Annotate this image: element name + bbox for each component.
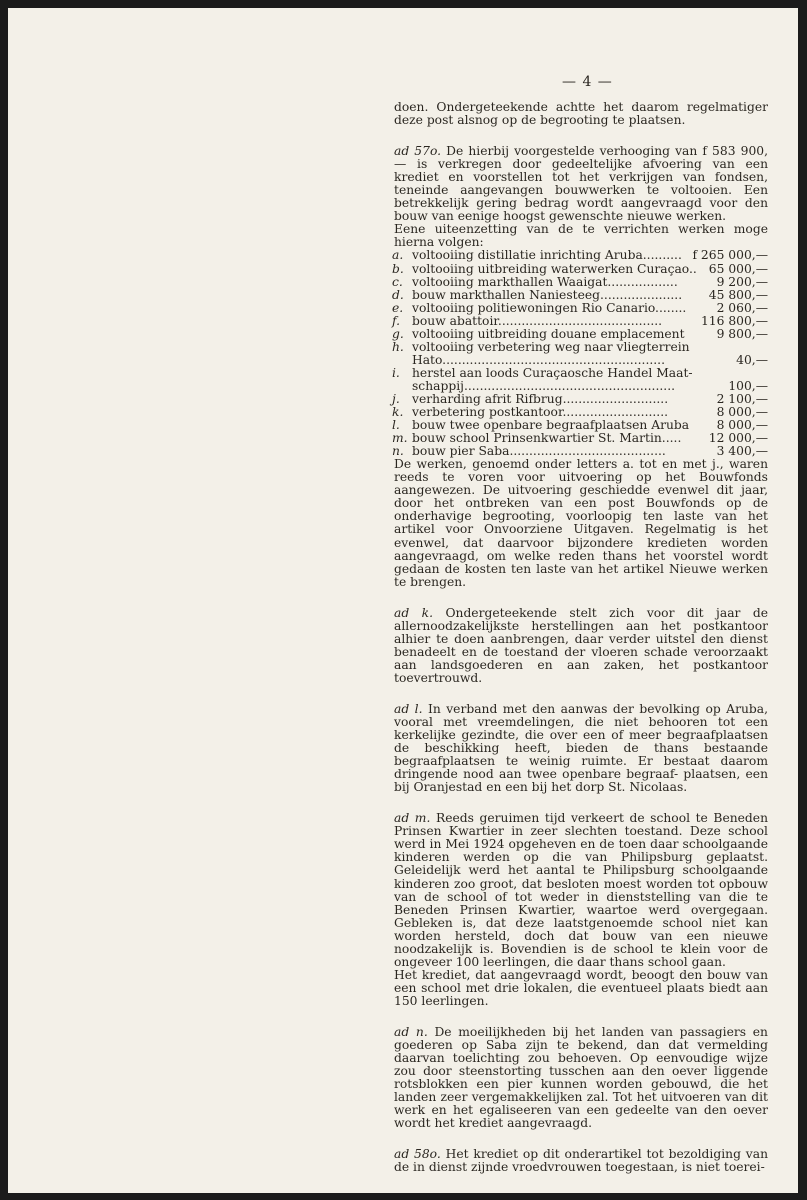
paragraph-text: De moeilijkheden bij het landen van passagiers en goederen op Saba zijn te bekend, dan dat vermelding daarvan toelichting zou behoeven. Op eenvoudige wijze zou door steenstorting tusschen aan den oever liggende rotsblokken een pier kunnen worden gebouwd, die het landen zeer vergemakkelijken zal. Tot het uitvoeren van dit werk en het egaliseeren van een gedeelte van den oever wordt het krediet aangevraagd. — [394, 1025, 768, 1131]
item-text: bouw twee openbare begraafplaatsen Aruba — [412, 418, 690, 433]
item-letter: c. — [392, 274, 403, 289]
item-amount: 8 000,— — [716, 405, 768, 420]
item-amount: 9 200,— — [716, 274, 768, 289]
list-item — [394, 249, 768, 262]
item-text: herstel aan loods Curaçaosche Handel Maat- — [412, 365, 693, 380]
item-letter: i. — [392, 365, 400, 380]
list-item — [394, 445, 768, 458]
list-item — [394, 341, 768, 354]
item-letter: g. — [392, 326, 404, 341]
paragraph-ad-k — [394, 607, 768, 685]
works-list — [394, 249, 768, 458]
list-item — [394, 367, 768, 380]
item-text: voltooiing uitbreiding douane emplacement — [412, 326, 685, 341]
paragraph-ad-m-continued: Het krediet, dat aangevraagd wordt, beoogt den bouw van een school met drie lokalen, die eventueel plaats biedt aan 150 leerlingen. — [394, 967, 768, 1008]
paragraph-text: Reeds geruimen tijd verkeert de school te Beneden Prinsen Kwartier in zeer slechten toestand. Deze school werd in Mei 1924 opgeheven en de toen daar schoolgaande kinderen werden op die van Philipsburg geplaatst. Geleidelijk werd het aantal te Philipsburg schoolgaande kinderen zoo groot, dat besloten moest worden tot opbouw van de school of tot weder in dienststelling van die te Beneden Prinsen Kwartier, waartoe werd overgegaan. Gebleken is, dat deze laatstgenoemde school niet kan worden hersteld, doch dat bouw van een nieuwe noodzakelijk is. Bovendien is de school te klein voor de ongeveer 100 leerlingen, die daar thans school gaan. — [394, 811, 768, 969]
item-text: bouw markthallen Naniesteeg..................... — [412, 287, 683, 302]
item-text-continued: schappij...................................................... — [412, 378, 676, 393]
item-text-continued: Hato......................................................... — [412, 352, 665, 367]
section-ref: ad 57o. — [394, 144, 442, 159]
section-ref: ad k. — [394, 605, 433, 620]
item-letter: e. — [392, 300, 404, 315]
item-amount: f 265 000,— — [692, 248, 768, 263]
item-amount: 2 100,— — [716, 391, 768, 406]
item-text: voltooiing distillatie inrichting Aruba.......... — [412, 248, 682, 263]
item-letter: k. — [392, 405, 404, 420]
section-ref: ad l. — [394, 701, 423, 716]
section-ref: ad n. — [394, 1025, 428, 1039]
text-column — [394, 101, 768, 1174]
item-text: voltooiing politiewoningen Rio Canario........ — [412, 300, 687, 315]
paragraph-list-intro: Eene uiteenzetting van de te verrichten werken moge hierna volgen: — [394, 222, 768, 250]
paragraph-57o — [394, 145, 768, 223]
list-item — [394, 354, 768, 367]
item-amount: 45 800,— — [708, 287, 768, 302]
item-text: verbetering postkantoor........................... — [412, 405, 669, 420]
list-item — [394, 289, 768, 302]
item-letter: d. — [392, 287, 404, 302]
item-amount: 3 400,— — [716, 444, 768, 459]
item-text: bouw school Prinsenkwartier St. Martin..... — [412, 431, 682, 446]
section-ref: ad 58o. — [394, 1147, 441, 1162]
item-amount: 12 000,— — [708, 431, 768, 446]
item-letter: m. — [392, 431, 408, 446]
paragraph-text: Ondergeteekende stelt zich voor dit jaar de allernoodzakelijkste herstellingen aan het postkantoor alhier te doen aanbrengen, daar verder uitstel den dienst benadeelt en de toestand der vloeren schade veroorzaakt aan landsgoederen en aan zaken, het postkantoor toevertrouwd. — [394, 605, 768, 685]
item-amount: 2 060,— — [716, 300, 768, 315]
item-letter: n. — [392, 444, 404, 459]
page-number: — 4 — — [562, 74, 613, 90]
item-amount: 9 800,— — [716, 326, 768, 341]
list-item — [394, 302, 768, 315]
paragraph-ad-n — [394, 1026, 768, 1130]
item-text: bouw abattoir.......................................... — [412, 313, 663, 328]
item-letter: a. — [392, 248, 404, 263]
section-ref: ad m. — [394, 811, 431, 826]
item-amount: 65 000,— — [708, 261, 768, 276]
item-amount: 100,— — [728, 378, 768, 393]
item-letter: h. — [392, 339, 404, 354]
item-letter: f. — [392, 313, 401, 328]
list-item — [394, 276, 768, 289]
item-amount: 8 000,— — [716, 418, 768, 433]
paragraph-ad-m — [394, 812, 768, 969]
item-amount: 116 800,— — [700, 313, 768, 328]
item-text: voltooiing uitbreiding waterwerken Curaçao.. — [412, 261, 697, 276]
item-text: voltooiing verbetering weg naar vliegterrein — [412, 339, 690, 354]
list-item — [394, 315, 768, 328]
paragraph-text: De hierbij voorgestelde verhooging van f 583 900,— is verkregen door gedeeltelijke afvoering van een krediet en voorstellen tot het verkrijgen van fondsen, teneinde aangevangen bouwwerken te voltooien. Een betrekkelijk gering bedrag wordt aangevraagd voor den bouw van eenige hoogst gewenschte nieuwe werken. — [394, 144, 768, 224]
paragraph-ad-l — [394, 703, 768, 794]
paragraph-text: Het krediet op dit onderartikel tot bezoldiging van de in dienst zijnde vroedvrouwen toegestaan, is niet toerei- — [394, 1147, 768, 1175]
list-item — [394, 328, 768, 341]
item-text: verharding afrit Rifbrug........................... — [412, 391, 669, 406]
item-text: bouw pier Saba........................................ — [412, 444, 666, 459]
item-letter: j. — [392, 391, 400, 406]
paragraph-ad-58o — [394, 1148, 768, 1174]
list-item — [394, 263, 768, 276]
item-amount: 40,— — [736, 352, 768, 367]
paragraph-text: In verband met den aanwas der bevolking op Aruba, vooral met vreemdelingen, die niet behooren tot een kerkelijke gezindte, die over een of meer begraafplaatsen de beschikking heeft, bieden de thans bestaande begraafplaatsen te weinig ruimte. Er bestaat daarom dringende nood aan twee openbare begraaf- plaatsen, een bij Oranjestad en een bij het dorp St. Nicolaas. — [394, 701, 768, 795]
item-text: voltooiing markthallen Waaigat.................. — [412, 274, 678, 289]
item-letter: l. — [392, 418, 400, 433]
item-letter: b. — [392, 261, 404, 276]
paragraph-intro: doen. Ondergeteekende achtte het daarom regelmatiger deze post alsnog op de begrooting te plaatsen. — [394, 100, 768, 128]
paragraph-after-list: De werken, genoemd onder letters a. tot en met j., waren reeds te voren voor uitvoering op het Bouwfonds aangewezen. De uitvoering geschiedde evenwel dit jaar, door het ontbreken van een post Bouwfonds op de onderhavige begrooting, voorloopig ten laste van het artikel voor Onvoorziene Uitgaven. Regelmatig is het evenwel, dat daarvoor bijzondere kredieten worden aangevraagd, om welke reden thans het voorstel wordt gedaan de kosten ten laste van het artikel Nieuwe werken te brengen. — [394, 457, 768, 589]
